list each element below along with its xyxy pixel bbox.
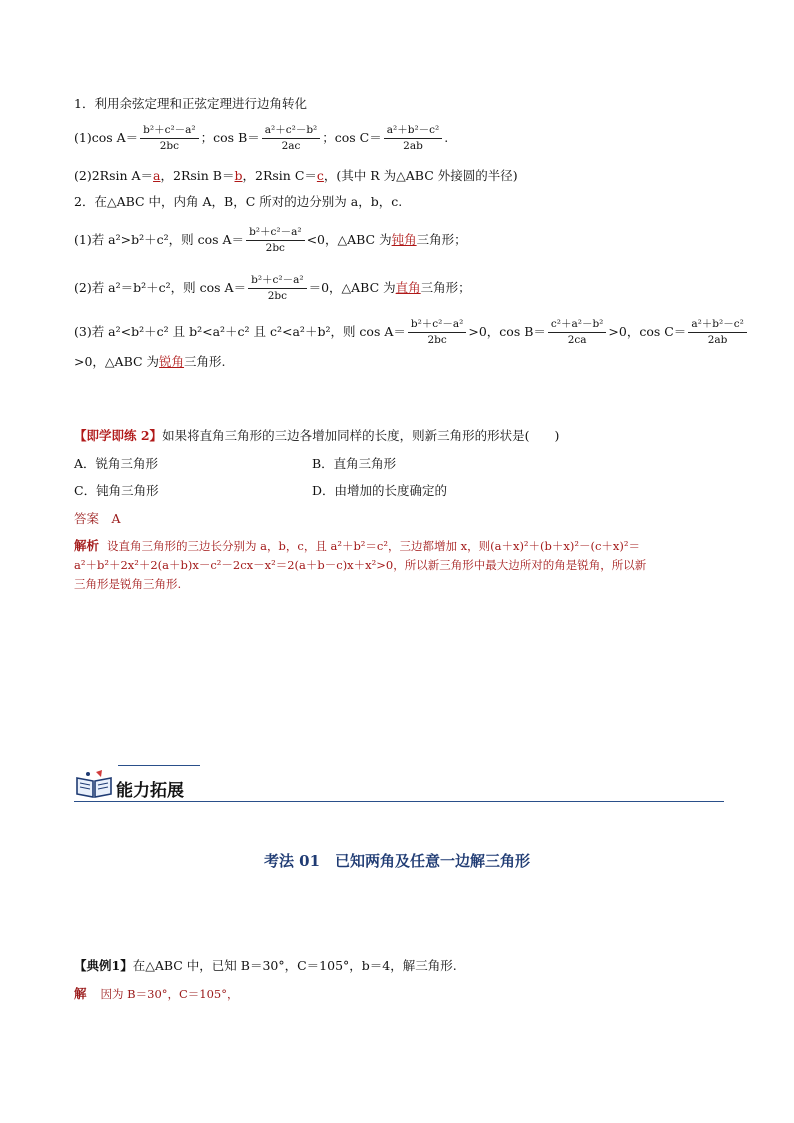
case-obtuse-line: [74, 226, 467, 255]
text-segment: <0，△ABC 为: [306, 232, 392, 247]
text-segment: ；cos B＝: [200, 130, 260, 145]
text-segment: 三角形；: [416, 232, 467, 247]
blank-answer: 锐角: [159, 354, 185, 369]
option-a: A．锐角三角形: [74, 456, 159, 471]
text-segment: ，2Rsin C＝: [242, 168, 317, 183]
section-heading-2: 2．在△ABC 中，内角 A，B，C 所对的边分别为 a，b，c.: [74, 194, 403, 209]
text-segment: 三角形.: [184, 354, 226, 369]
example-text: 在△ABC 中，已知 B＝30°，C＝105°，b＝4，解三角形.: [132, 958, 457, 973]
practice-question: [74, 428, 559, 444]
fraction: $\frac{\text{b²＋c²－a²}}{2bc}$: [408, 318, 467, 347]
method-title: 考法 01 已知两角及任意一边解三角形: [263, 852, 531, 870]
text-segment: ＝0，△ABC 为: [308, 280, 396, 295]
section-heading-1: 1．利用余弦定理和正弦定理进行边角转化: [74, 96, 307, 111]
fraction: $\frac{\text{b²＋c²－a²}}{2bc}$: [248, 274, 307, 303]
cosine-formulas-line: [74, 124, 448, 153]
blank-answer: 直角: [395, 280, 421, 295]
blank-answer: 钝角: [391, 232, 417, 247]
solution-line-1: [74, 536, 724, 556]
blank-answer: b: [234, 168, 243, 183]
text-segment: ；cos C＝: [322, 130, 382, 145]
text-segment: (1)cos A＝: [74, 130, 139, 145]
blank-answer: a: [153, 168, 161, 183]
option-c: C．钝角三角形: [74, 483, 159, 498]
text-segment: 三角形；: [420, 280, 471, 295]
solution-text: 设直角三角形的三边长分别为 a，b，c，且 a²＋b²＝c²，三边都增加 x，则(a＋x)²＋(b＋x)²－(c＋x)²＝: [107, 539, 640, 553]
text-segment: >0，△ABC 为: [74, 354, 160, 369]
text-segment: (2)2Rsin A＝: [74, 168, 154, 183]
blank-answer: c: [316, 168, 324, 183]
header-top-rule: [118, 765, 200, 766]
text-segment: (3)若 a²<b²＋c² 且 b²<a²＋c² 且 c²<a²＋b²，则 cos A＝: [74, 324, 406, 339]
text-segment: >0，cos C＝: [608, 324, 687, 339]
text-segment: .: [444, 130, 449, 145]
solution-block: [74, 536, 724, 594]
solution-line-3: 三角形是锐角三角形.: [74, 577, 182, 591]
solution-label: 解析: [74, 538, 100, 553]
fraction-cos-c: $\frac{\text{a²＋b²－c²}}{2ab}$: [384, 124, 443, 153]
section-title: 能力拓展: [116, 781, 184, 801]
question-text: 如果将直角三角形的三边各增加同样的长度，则新三角形的形状是( ): [162, 428, 560, 443]
example-question: [74, 958, 457, 974]
header-bottom-rule: [74, 801, 724, 802]
example-tag: 【典例1】: [74, 958, 133, 973]
fraction: $\frac{\text{b²＋c²－a²}}{2bc}$: [246, 226, 305, 255]
text-segment: (2)若 a²＝b²＋c²，则 cos A＝: [74, 280, 247, 295]
book-icon: [74, 769, 114, 799]
fraction: $\frac{\text{a²＋b²－c²}}{2ab}$: [688, 318, 747, 347]
text-segment: ，(其中 R 为△ABC 外接圆的半径): [323, 168, 518, 183]
case-acute-line-cont: [74, 354, 226, 370]
practice-tag: 【即学即练 2】: [74, 428, 163, 443]
fraction-cos-b: $\frac{\text{a²＋c²－b²}}{2ac}$: [262, 124, 321, 153]
solution-text: 因为 B＝30°，C＝105°，: [100, 987, 239, 1001]
example-solution: [74, 986, 239, 1002]
text-segment: ，2Rsin B＝: [160, 168, 235, 183]
option-d: D．由增加的长度确定的: [312, 483, 448, 498]
text-segment: >0，cos B＝: [468, 324, 546, 339]
text-segment: (1)若 a²>b²＋c²，则 cos A＝: [74, 232, 245, 247]
solution-line-2: a²＋b²＋2x²＋2(a＋b)x－c²－2cx－x²＝2(a＋b－c)x＋x²>0，所以新三角形中最大边所对的角是锐角，所以新: [74, 558, 647, 572]
fraction: $\frac{\text{c²＋a²－b²}}{2ca}$: [548, 318, 607, 347]
option-b: B．直角三角形: [312, 456, 397, 471]
fraction-cos-a: $\frac{\text{b²＋c²－a²}}{2bc}$: [140, 124, 199, 153]
answer-line: 答案 A: [74, 511, 121, 526]
case-right-line: [74, 274, 471, 303]
solution-label: 解: [74, 986, 87, 1001]
sine-law-line: [74, 168, 518, 184]
case-acute-line: [74, 318, 749, 347]
